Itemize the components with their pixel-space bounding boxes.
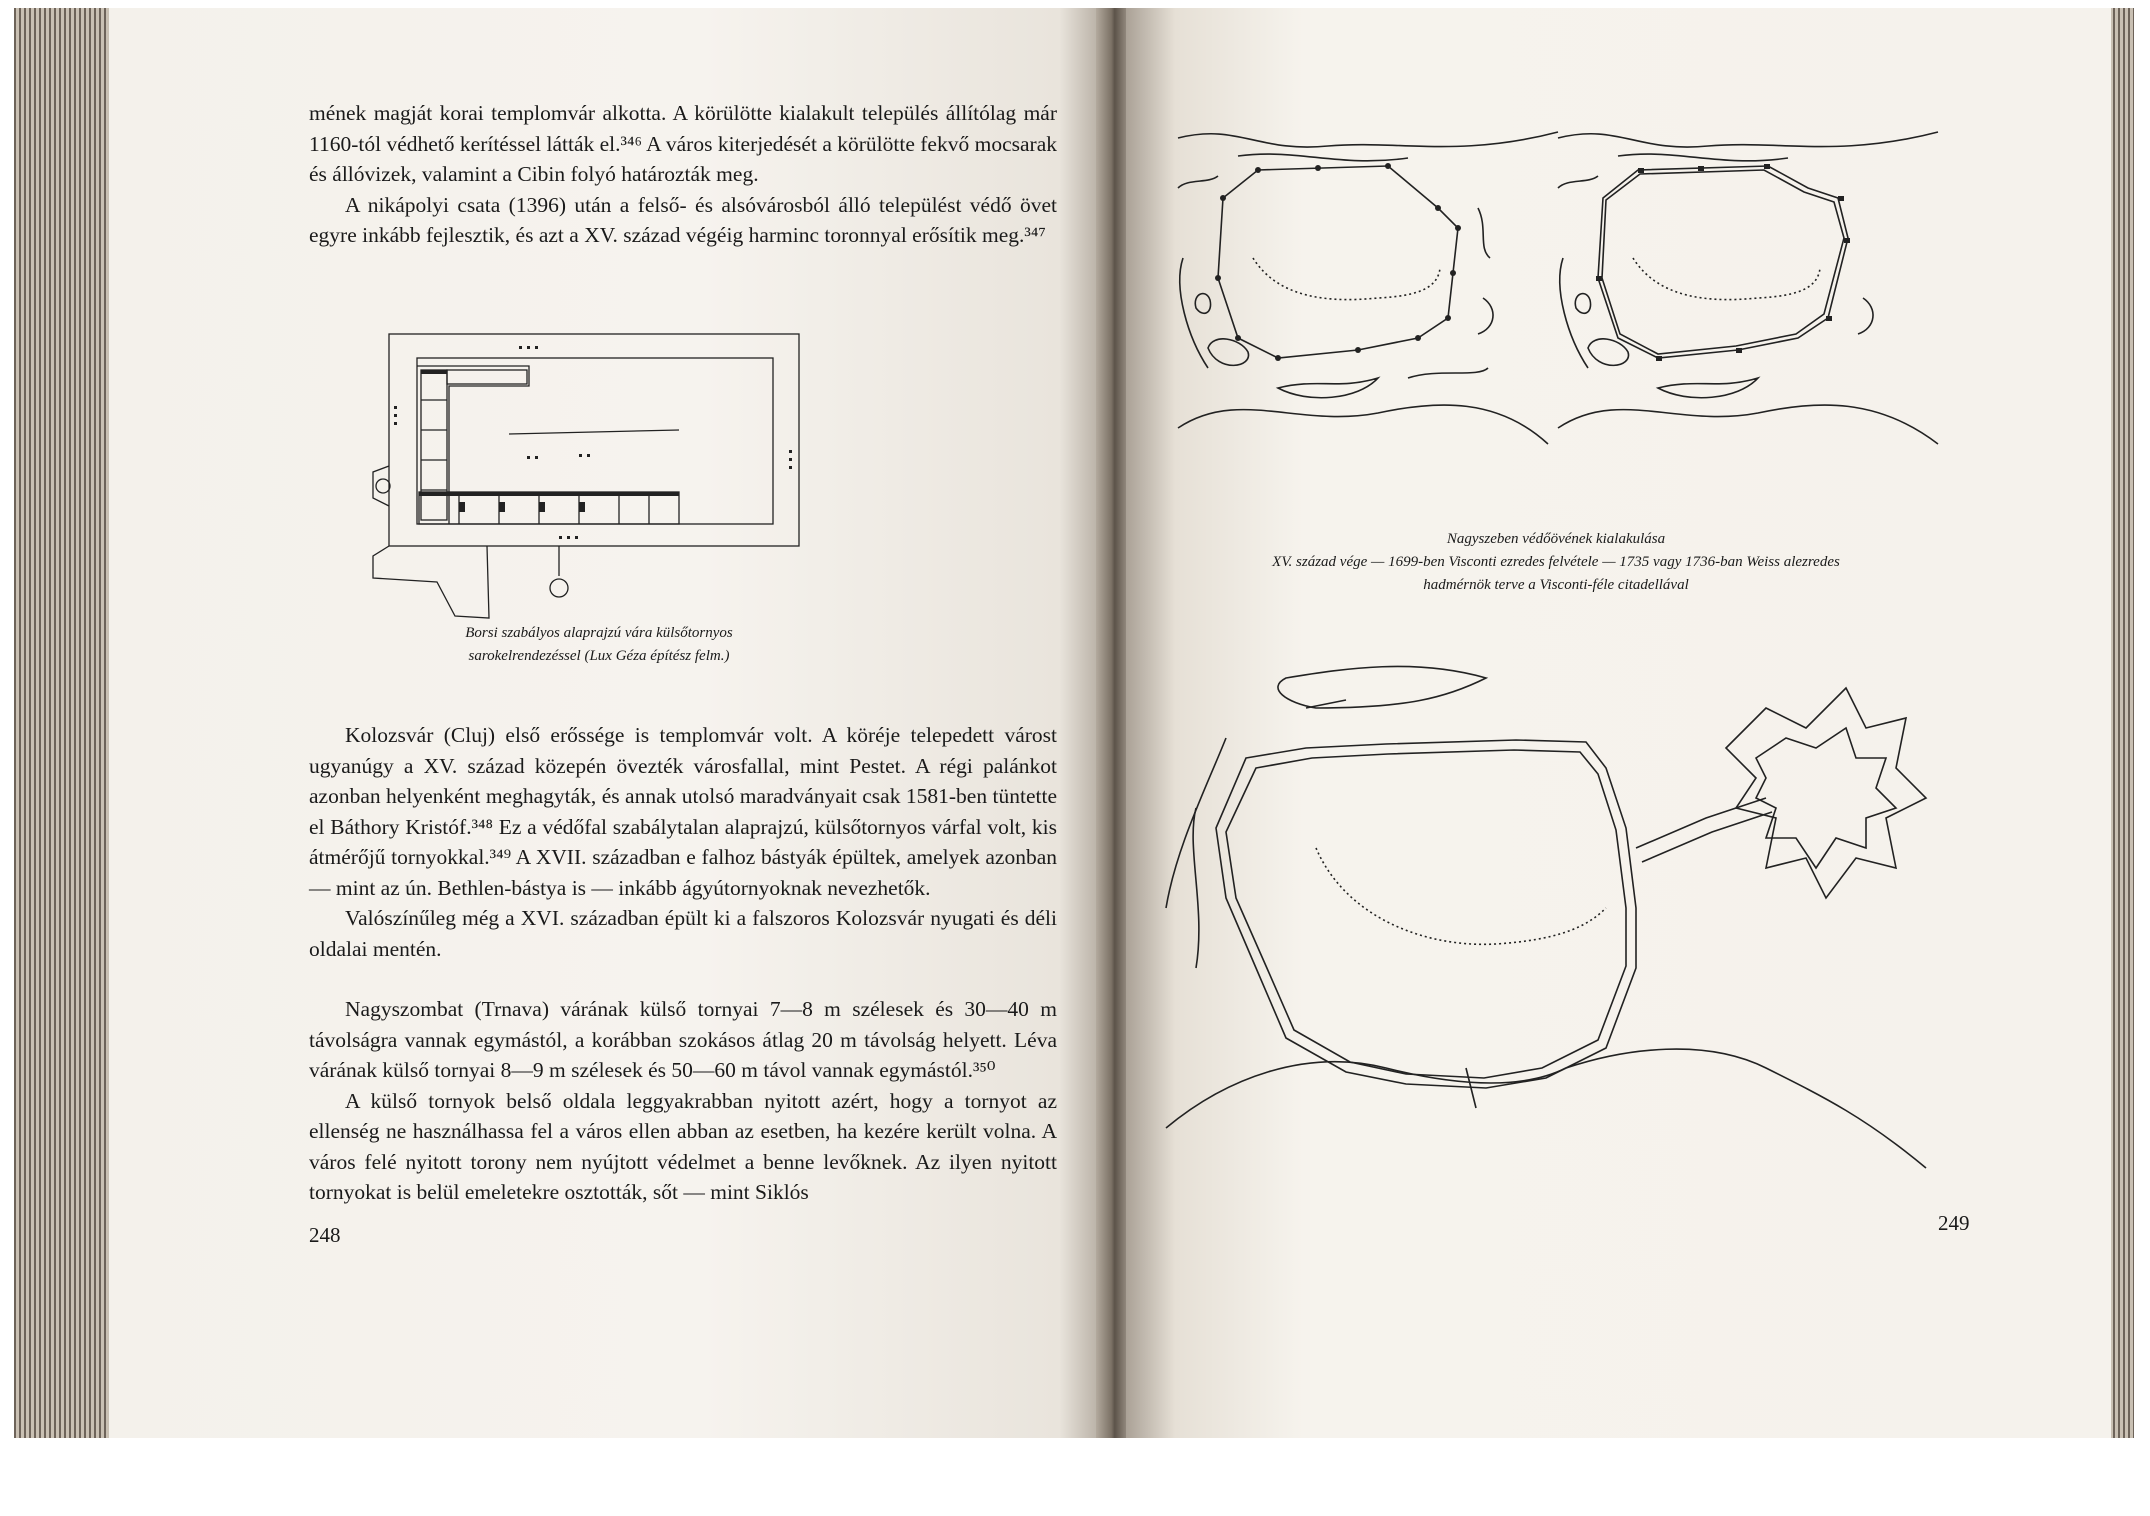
borsi-castle-floor-plan: [359, 326, 859, 616]
paragraph: Nagyszombat (Trnava) várának külső tornyai 7—8 m szélesek és 30—40 m távolságra vannak egymástól, a korábban szokásos átlag 20 m távolság helyett. Léva várának külső tornyai 8—9 m szélesek és 50—60 m távol vannak egymástól.³⁵⁰: [309, 997, 1057, 1082]
paragraph: Valószínűleg még a XVI. században épült ki a falszoros Kolozsvár nyugati és déli oldalai mentén.: [309, 906, 1057, 961]
paragraph: Kolozsvár (Cluj) első erőssége is templomvár volt. A köréje telepedett várost ugyanúgy a XV. század közepén övezték városfallal, mint Pestet. A régi palánkot azonban helyenként meghagyták, és annak utolsó maradványait csak 1581-ben tüntette el Báthory Kristóf.³⁴⁸ Ez a védőfal szabálytalan alaprajzú, külsőtornyos várfal volt, kis átmérőjű tornyokkal.³⁴⁹ A XVII. században e falhoz bástyák épültek, amelyek azonban — mint az ún. Bethlen-bástya is — inkább ágyútornyoknak nevezhetők.: [309, 723, 1057, 900]
left-text-top: [309, 98, 1057, 251]
paragraph: A nikápolyi csata (1396) után a felső- és alsóvárosból álló települést védő övet egyre inkább fejlesztik, és azt a XV. század végéig harminc toronnyal erősítik meg.³⁴⁷: [309, 192, 1057, 247]
figure-caption: Borsi szabályos alaprajzú vára külsőtornyos sarokelrendezéssel (Lux Géza építész felm.): [465, 625, 733, 664]
right-page: [1126, 8, 2111, 1438]
sibiu-map-1699: [1558, 128, 1948, 458]
page-number: 249: [1938, 1211, 1970, 1235]
paragraph: A külső tornyok belső oldala leggyakrabban nyitott azért, hogy a tornyot az ellenség ne használhassa fel a város ellen abban az esetben, ha kezére került volna. A város felé nyitott torony nem nyújtott védelmet a benne levőknek. Az ilyen nyitott tornyokat is belül emeletekre osztották, sőt — mint Siklós: [309, 1088, 1057, 1204]
book-spread: [14, 8, 2134, 1438]
sibiu-map-15th-century: [1178, 128, 1558, 458]
map-caption-title: Nagyszeben védőövének kialakulása: [1446, 531, 1666, 547]
left-page-edges: [14, 8, 110, 1438]
left-page: [109, 8, 1099, 1438]
page-number: 248: [309, 1223, 341, 1247]
paragraph: mének magját korai templomvár alkotta. A körülötte kialakult település állítólag már 1160-tól védhető kerítéssel látták el.³⁴⁶ A város kiterjedését a körülötte fekvő mocsarak és állóvizek, valamint a Cibin folyó határozták meg.: [309, 101, 1057, 186]
sibiu-citadel-map: [1166, 648, 1986, 1168]
right-page-edges: [2108, 8, 2134, 1438]
map-caption-detail: XV. század vége — 1699-ben Visconti ezredes felvétele — 1735 vagy 1736-ban Weiss alezredes hadmérnök terve a Visconti-féle citadellával: [1272, 554, 1840, 593]
left-text-bottom: [309, 720, 1057, 1208]
gutter: [1096, 8, 1130, 1438]
